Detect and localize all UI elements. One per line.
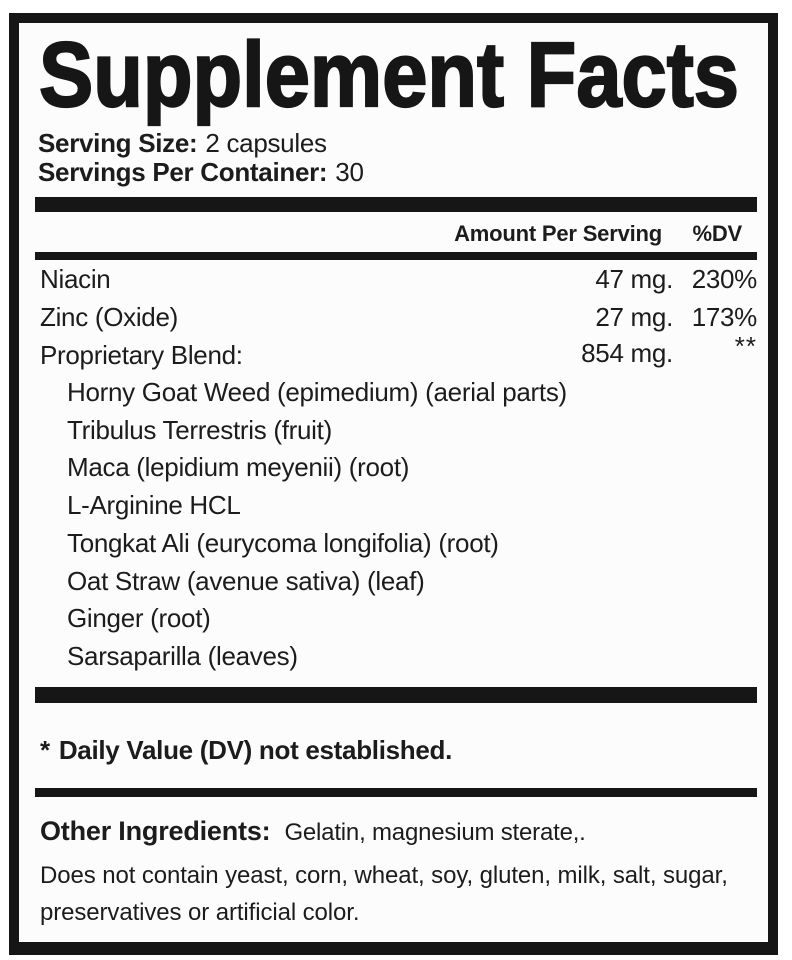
other-ingredients-label: Other Ingredients: bbox=[40, 815, 271, 846]
title-svg bbox=[37, 24, 759, 129]
footnote-text: Daily Value (DV) not established. bbox=[58, 734, 453, 765]
list-item: Maca (lepidium meyenii) (root) bbox=[67, 452, 410, 483]
list-item: L-Arginine HCL bbox=[67, 490, 241, 521]
nutrient-dv: 173% bbox=[691, 302, 757, 332]
servings-per-container-label: Servings Per Container: bbox=[38, 157, 328, 187]
footnote-divider bbox=[35, 788, 757, 797]
serving-size-label: Serving Size: bbox=[38, 128, 198, 158]
other-ingredients-line bbox=[35, 812, 757, 852]
title-block bbox=[37, 24, 757, 129]
asterisk-symbol: * bbox=[40, 734, 50, 765]
thick-divider-middle bbox=[35, 687, 757, 703]
contains-disclaimer: Does not contain yeast, corn, wheat, soy, gluten, milk, salt, sugar, preservatives or artificial color. bbox=[40, 861, 728, 926]
column-header-row bbox=[35, 221, 757, 247]
nutrient-dv: 230% bbox=[691, 264, 757, 294]
serving-info bbox=[35, 129, 757, 187]
thick-divider-top bbox=[35, 197, 757, 212]
table-row-proprietary-blend bbox=[35, 331, 757, 374]
table-row bbox=[35, 298, 757, 336]
blend-ingredient-list bbox=[35, 374, 757, 676]
nutrient-dv: ** bbox=[734, 331, 757, 361]
list-item: Horny Goat Weed (epimedium) (aerial parts) bbox=[67, 377, 567, 407]
nutrient-name: Zinc (Oxide) bbox=[40, 302, 178, 332]
table-row bbox=[35, 260, 757, 298]
servings-per-container-line bbox=[38, 158, 757, 187]
nutrient-amount: 854 mg. bbox=[581, 338, 673, 368]
list-item: Oat Straw (avenue sativa) (leaf) bbox=[67, 565, 425, 596]
daily-value-footnote bbox=[35, 731, 757, 769]
other-ingredients-value: Gelatin, magnesium sterate,. bbox=[284, 818, 586, 846]
amount-per-serving-header: Amount Per Serving bbox=[454, 221, 662, 246]
list-item: Sarsaparilla (leaves) bbox=[67, 640, 298, 671]
serving-size-line bbox=[38, 129, 757, 158]
list-item: Tribulus Terrestris (fruit) bbox=[67, 414, 332, 445]
nutrient-name: Niacin bbox=[40, 264, 111, 294]
nutrient-name: Proprietary Blend: bbox=[40, 340, 243, 370]
serving-size-value: 2 capsules bbox=[205, 128, 327, 158]
header-divider bbox=[35, 252, 757, 260]
list-item: Ginger (root) bbox=[67, 603, 211, 634]
servings-per-container-value: 30 bbox=[335, 157, 364, 187]
nutrient-amount: 47 mg. bbox=[595, 264, 673, 294]
nutrient-rows bbox=[35, 260, 757, 374]
list-item: Tongkat Ali (eurycoma longifolia) (root) bbox=[67, 527, 499, 558]
nutrient-amount: 27 mg. bbox=[595, 302, 673, 332]
page-title: Supplement Facts bbox=[39, 24, 739, 126]
percent-dv-header: %DV bbox=[692, 221, 742, 246]
supplement-facts-panel bbox=[9, 13, 778, 955]
